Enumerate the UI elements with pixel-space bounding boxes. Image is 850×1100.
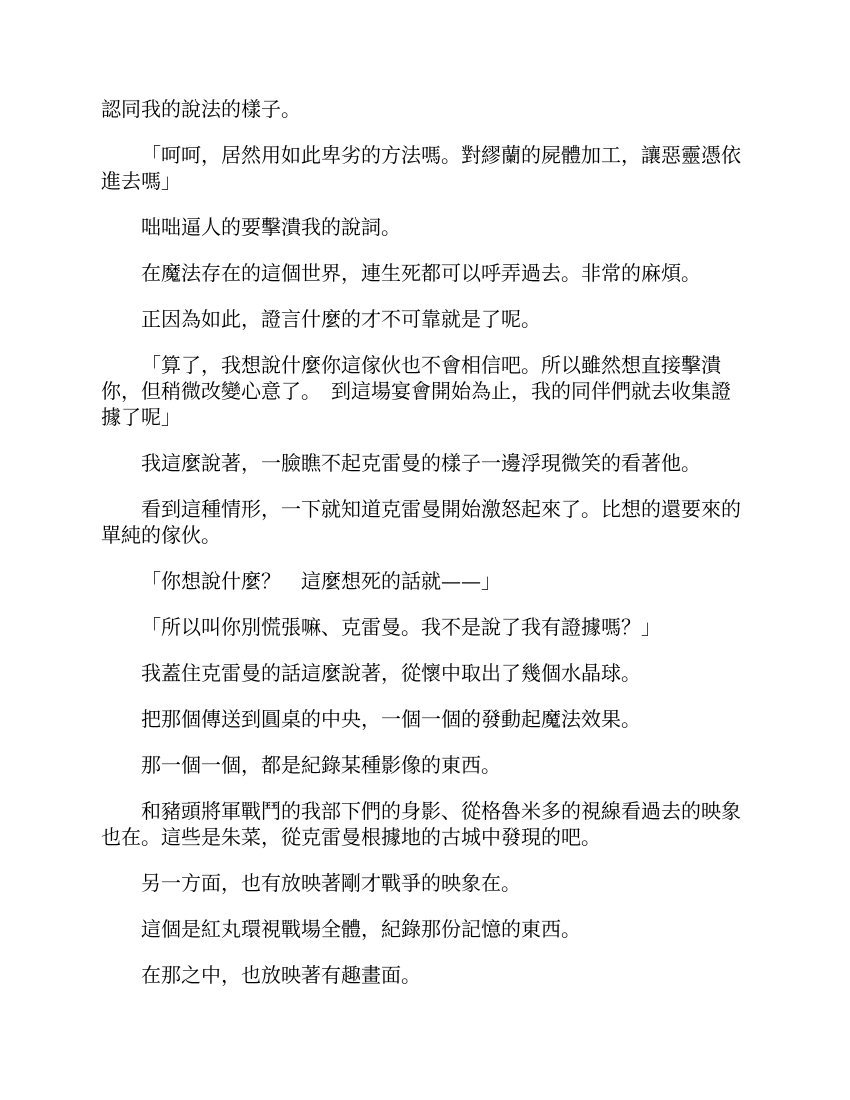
paragraph: 認同我的說法的樣子。 bbox=[101, 97, 301, 121]
paragraph: 在魔法存在的這個世界，連生死都可以呼弄過去。非常的麻煩。 bbox=[141, 261, 701, 285]
paragraph: 這個是紅丸環視戰場全體，紀錄那份記憶的東西。 bbox=[141, 917, 581, 941]
paragraph: 我這麼說著，一臉瞧不起克雷曼的樣子一邊浮現微笑的看著他。 bbox=[141, 451, 701, 475]
paragraph: 看到這種情形，一下就知道克雷曼開始激怒起來了。比想的還要來的單純的傢伙。 bbox=[101, 497, 741, 547]
paragraph: 和豬頭將軍戰鬥的我部下們的身影、從格魯米多的視線看過去的映象也在。這些是朱菜，從克雷曼根據地的古城中發現的吧。 bbox=[101, 799, 741, 849]
paragraph: 我蓋住克雷曼的話這麼說著，從懷中取出了幾個水晶球。 bbox=[141, 661, 641, 685]
paragraph: 「你想說什麼？ 這麼想死的話就——」 bbox=[141, 569, 501, 593]
paragraph: 在那之中，也放映著有趣畫面。 bbox=[141, 963, 421, 987]
paragraph: 「算了，我想說什麼你這傢伙也不會相信吧。所以雖然想直接擊潰你，但稍微改變心意了。 到這場宴會開始為止，我的同伴們就去收集證據了呢」 bbox=[101, 353, 731, 429]
paragraph: 把那個傳送到圓桌的中央，一個一個的發動起魔法效果。 bbox=[141, 707, 641, 731]
paragraph: 那一個一個，都是紀錄某種影像的東西。 bbox=[141, 753, 501, 777]
paragraph: 「所以叫你別慌張嘛、克雷曼。我不是說了我有證據嗎？」 bbox=[141, 615, 661, 639]
paragraph: 咄咄逼人的要擊潰我的說詞。 bbox=[141, 215, 401, 239]
paragraph: 另一方面，也有放映著剛才戰爭的映象在。 bbox=[141, 871, 521, 895]
paragraph: 「呵呵，居然用如此卑劣的方法嗎。對繆蘭的屍體加工，讓惡靈憑依進去嗎」 bbox=[101, 143, 741, 193]
paragraph: 正因為如此，證言什麼的才不可靠就是了呢。 bbox=[141, 307, 541, 331]
